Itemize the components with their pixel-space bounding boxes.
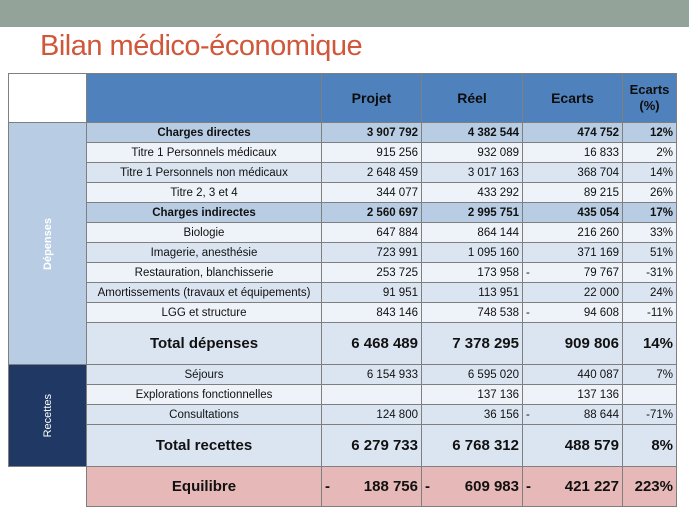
cell-ecart: 368 704 — [523, 163, 623, 183]
cell-projet: 253 725 — [322, 263, 422, 283]
cell-pct: -31% — [623, 263, 677, 283]
minus-sign: - — [425, 478, 430, 495]
header-blank — [9, 74, 87, 123]
cell-pct: 12% — [623, 123, 677, 143]
cell-projet: 843 146 — [322, 303, 422, 323]
cell-projet: 344 077 — [322, 183, 422, 203]
header-reel: Réel — [422, 74, 523, 123]
minus-sign: - — [526, 266, 530, 279]
row-label: Restauration, blanchisserie — [87, 263, 322, 283]
section-depenses-label: Dépenses — [41, 217, 54, 270]
total-label: Equilibre — [87, 467, 322, 507]
cell-pct: 33% — [623, 223, 677, 243]
header-row — [9, 74, 677, 123]
total-ecart: 909 806 — [523, 323, 623, 365]
table-row — [9, 143, 677, 163]
total-label: Total dépenses — [87, 323, 322, 365]
cell-reel: 36 156 — [422, 405, 523, 425]
cell-projet — [322, 385, 422, 405]
total-row — [9, 425, 677, 467]
cell-pct: 7% — [623, 365, 677, 385]
cell-projet: 915 256 — [322, 143, 422, 163]
total-reel: 6 768 312 — [422, 425, 523, 467]
cell-ecart: - 94 608 — [523, 303, 623, 323]
total-pct: 8% — [623, 425, 677, 467]
total-label: Total recettes — [87, 425, 322, 467]
cell-reel: 748 538 — [422, 303, 523, 323]
cell-reel: 932 089 — [422, 143, 523, 163]
table-row — [9, 243, 677, 263]
cell-reel: 113 951 — [422, 283, 523, 303]
cell-pct: 17% — [623, 203, 677, 223]
table-row — [9, 385, 677, 405]
cell-pct: 14% — [623, 163, 677, 183]
cell-pct: 26% — [623, 183, 677, 203]
cell-reel: 6 595 020 — [422, 365, 523, 385]
cell-projet: 3 907 792 — [322, 123, 422, 143]
cell-projet: 647 884 — [322, 223, 422, 243]
cell-ecart: 440 087 — [523, 365, 623, 385]
equilibre-blank — [9, 467, 87, 507]
top-banner — [0, 0, 689, 27]
cell-reel: 2 995 751 — [422, 203, 523, 223]
table-row — [9, 183, 677, 203]
cell-ecart: 435 054 — [523, 203, 623, 223]
cell-projet: 2 648 459 — [322, 163, 422, 183]
cell-ecart: 89 215 — [523, 183, 623, 203]
cell-projet: 2 560 697 — [322, 203, 422, 223]
row-label: Séjours — [87, 365, 322, 385]
cell-ecart: 137 136 — [523, 385, 623, 405]
table-row — [9, 405, 677, 425]
minus-sign: - — [526, 306, 530, 319]
cell-ecart: 22 000 — [523, 283, 623, 303]
total-row — [9, 323, 677, 365]
total-projet: - 188 756 — [322, 467, 422, 507]
total-projet: 6 279 733 — [322, 425, 422, 467]
minus-sign: - — [526, 478, 531, 495]
table-row — [9, 365, 677, 385]
row-label: Biologie — [87, 223, 322, 243]
table-row — [9, 283, 677, 303]
header-ecarts: Ecarts — [523, 74, 623, 123]
cell-reel: 864 144 — [422, 223, 523, 243]
row-label: Charges indirectes — [87, 203, 322, 223]
cell-reel: 433 292 — [422, 183, 523, 203]
table-row — [9, 203, 677, 223]
total-projet: 6 468 489 — [322, 323, 422, 365]
table-row — [9, 123, 677, 143]
minus-sign: - — [325, 478, 330, 495]
total-pct: 223% — [623, 467, 677, 507]
row-label: Charges directes — [87, 123, 322, 143]
cell-ecart: 371 169 — [523, 243, 623, 263]
cell-reel: 3 017 163 — [422, 163, 523, 183]
cell-pct: 51% — [623, 243, 677, 263]
section-recettes-label: Recettes — [41, 393, 54, 438]
header-label-cell — [87, 74, 322, 123]
cell-reel: 4 382 544 — [422, 123, 523, 143]
row-label: Imagerie, anesthésie — [87, 243, 322, 263]
total-pct: 14% — [623, 323, 677, 365]
row-label: LGG et structure — [87, 303, 322, 323]
cell-ecart: 474 752 — [523, 123, 623, 143]
page-title: Bilan médico-économique — [40, 30, 363, 62]
cell-pct: -71% — [623, 405, 677, 425]
row-label: Titre 1 Personnels médicaux — [87, 143, 322, 163]
table-row — [9, 163, 677, 183]
table-row — [9, 223, 677, 243]
cell-ecart: 216 260 — [523, 223, 623, 243]
cell-ecart: 16 833 — [523, 143, 623, 163]
cell-projet: 91 951 — [322, 283, 422, 303]
cell-pct: 2% — [623, 143, 677, 163]
cell-reel: 173 958 — [422, 263, 523, 283]
row-label: Titre 2, 3 et 4 — [87, 183, 322, 203]
equilibre-row — [9, 467, 677, 507]
bilan-table — [8, 73, 677, 507]
cell-ecart: - 88 644 — [523, 405, 623, 425]
header-ecarts-pct: Ecarts (%) — [623, 74, 677, 123]
total-ecart: - 421 227 — [523, 467, 623, 507]
section-recettes — [9, 365, 87, 467]
cell-pct — [623, 385, 677, 405]
row-label: Consultations — [87, 405, 322, 425]
cell-pct: -11% — [623, 303, 677, 323]
table-row — [9, 303, 677, 323]
header-projet: Projet — [322, 74, 422, 123]
row-label: Amortissements (travaux et équipements) — [87, 283, 322, 303]
cell-projet: 124 800 — [322, 405, 422, 425]
row-label: Titre 1 Personnels non médicaux — [87, 163, 322, 183]
cell-reel: 1 095 160 — [422, 243, 523, 263]
cell-projet: 6 154 933 — [322, 365, 422, 385]
minus-sign: - — [526, 408, 530, 421]
cell-ecart: - 79 767 — [523, 263, 623, 283]
total-reel: - 609 983 — [422, 467, 523, 507]
total-reel: 7 378 295 — [422, 323, 523, 365]
total-ecart: 488 579 — [523, 425, 623, 467]
row-label: Explorations fonctionnelles — [87, 385, 322, 405]
table-row — [9, 263, 677, 283]
cell-pct: 24% — [623, 283, 677, 303]
cell-reel: 137 136 — [422, 385, 523, 405]
section-depenses — [9, 123, 87, 365]
cell-projet: 723 991 — [322, 243, 422, 263]
